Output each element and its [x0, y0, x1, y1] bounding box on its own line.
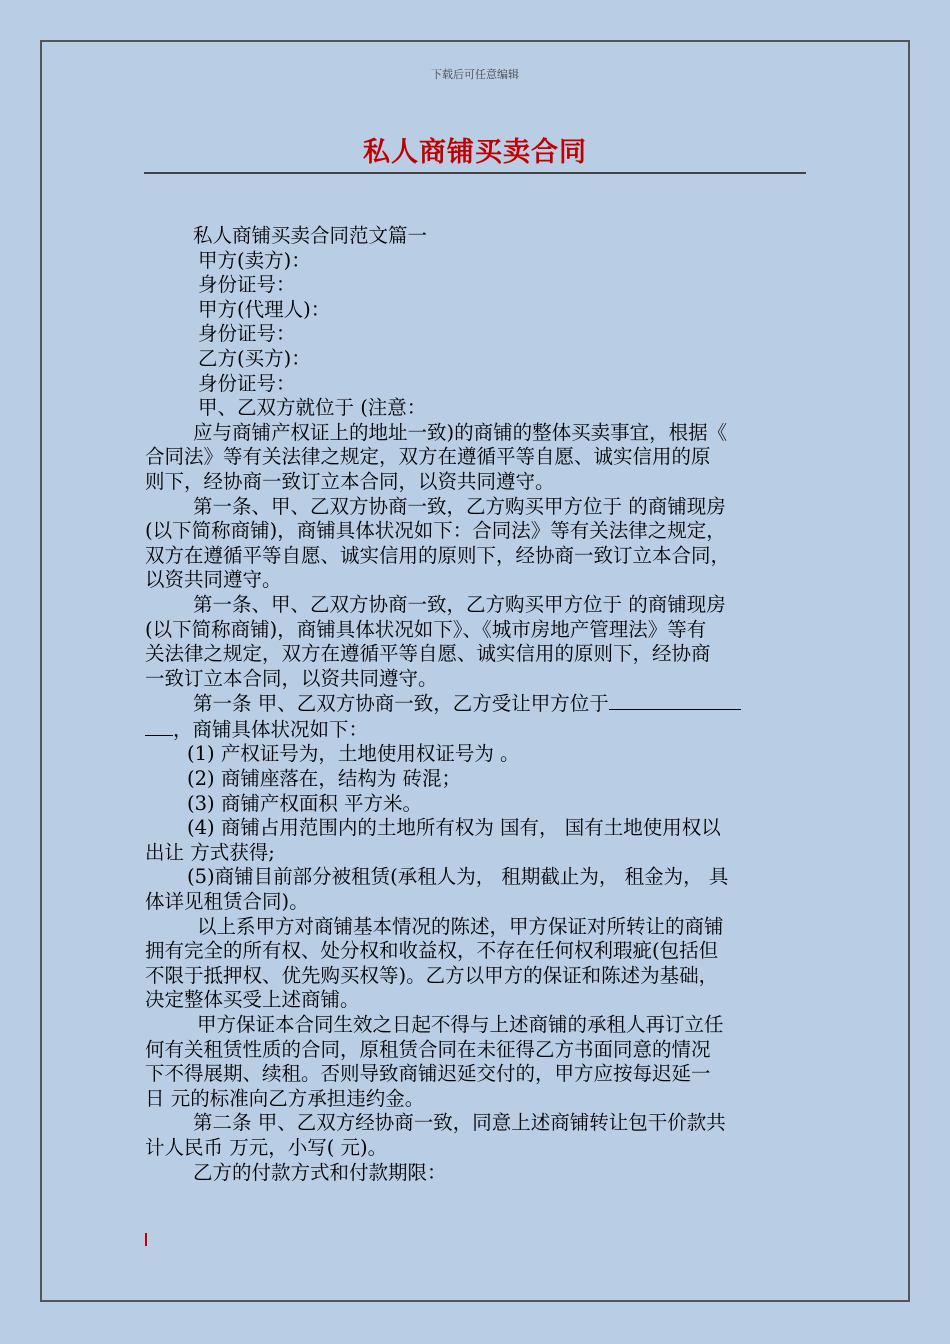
text-line: 以上系甲方对商铺基本情况的陈述，甲方保证对所转让的商铺 [197, 914, 724, 938]
title-divider [144, 172, 806, 174]
party-b-id-line: 身份证号： [198, 371, 296, 395]
text-line: 则下，经协商一致订立本合同，以资共同遵守。 [145, 469, 555, 493]
text-line: (以下简称商铺)，商铺具体状况如下》、《城市房地产管理法》等有 [145, 617, 707, 641]
text-line: 双方在遵循平等自愿、诚实信用的原则下，经协商一致订立本合同， [145, 543, 731, 567]
text-line: 一致订立本合同，以资共同遵守。 [145, 666, 438, 690]
text-line: 以资共同遵守。 [145, 568, 282, 592]
section-heading: 私人商铺买卖合同范文篇一 [193, 224, 428, 247]
text-line: 下不得展期、续租。否则导致商铺迟延交付的，甲方应按每迟延一 [145, 1062, 711, 1086]
text-line: 关法律之规定，双方在遵循平等自愿、诚实信用的原则下，经协商 [145, 642, 711, 666]
list-item: (5)商铺目前部分被租赁(承租人为， 租期截止为， 租金为， 具 [187, 865, 729, 889]
text-line [145, 717, 810, 743]
text-line: 何有关租赁性质的合同，原租赁合同在未征得乙方书面同意的情况 [145, 1037, 711, 1061]
list-item: (3) 商铺产权面积 平方米。 [187, 791, 423, 815]
document-title: 私人商铺买卖合同 [363, 137, 587, 168]
text-line: 合同法》等有关法律之规定，双方在遵循平等自愿、诚实信用的原 [145, 445, 711, 469]
text-line: 体详见租赁合同)。 [145, 890, 309, 914]
text-line: 应与商铺产权证上的地址一致)的商铺的整体买卖事宜，根据《 [193, 420, 728, 444]
fill-in-blank [145, 717, 173, 736]
list-item: (4) 商铺占用范围内的土地所有权为 国有， 国有土地使用权以 [187, 816, 721, 840]
party-a-seller-line: 甲方(卖方)： [198, 248, 311, 272]
text-line: 第一条、甲、乙双方协商一致，乙方购买甲方位于 的商铺现房 [193, 494, 726, 518]
text-line: 第一条、甲、乙双方协商一致，乙方购买甲方位于 的商铺现房 [193, 592, 726, 616]
document-body [145, 224, 810, 1185]
text-cursor-mark [145, 1233, 147, 1246]
fill-in-blank [609, 691, 741, 710]
text-segment: ，商铺具体状况如下： [173, 717, 369, 741]
party-a-agent-id-line: 身份证号： [198, 322, 296, 346]
text-segment: 第一条 甲、乙双方协商一致，乙方受让甲方位于 [193, 692, 609, 716]
party-b-buyer-line: 乙方(买方)： [198, 346, 311, 370]
text-line: 日 元的标准向乙方承担违约金。 [145, 1086, 425, 1110]
list-item: (1) 产权证号为，土地使用权证号为 。 [187, 742, 520, 766]
text-line: 决定整体买受上述商铺。 [145, 988, 360, 1012]
text-line: 出让 方式获得; [145, 840, 275, 864]
text-line: 第二条 甲、乙双方经协商一致，同意上述商铺转让包干价款共 [193, 1111, 726, 1135]
text-line: 甲、乙双方就位于 (注意： [198, 396, 427, 420]
text-line: (以下简称商铺)，商铺具体状况如下：合同法》等有关法律之规定， [145, 519, 726, 543]
party-a-id-line: 身份证号： [198, 273, 296, 297]
text-line: 乙方的付款方式和付款期限： [193, 1160, 447, 1184]
text-line [145, 691, 810, 717]
text-line: 拥有完全的所有权、处分权和收益权，不存在任何权利瑕疵(包括但 [145, 939, 719, 963]
party-a-agent-line: 甲方(代理人)： [198, 297, 331, 321]
text-line: 计人民币 万元，小写( 元)。 [145, 1135, 388, 1159]
text-line: 不限于抵押权、优先购买权等)。乙方以甲方的保证和陈述为基础， [145, 963, 719, 987]
header-note: 下载后可任意编辑 [431, 68, 519, 81]
text-line: 甲方保证本合同生效之日起不得与上述商铺的承租人再订立任 [197, 1013, 724, 1036]
list-item: (2) 商铺座落在，结构为 砖混； [187, 767, 462, 791]
